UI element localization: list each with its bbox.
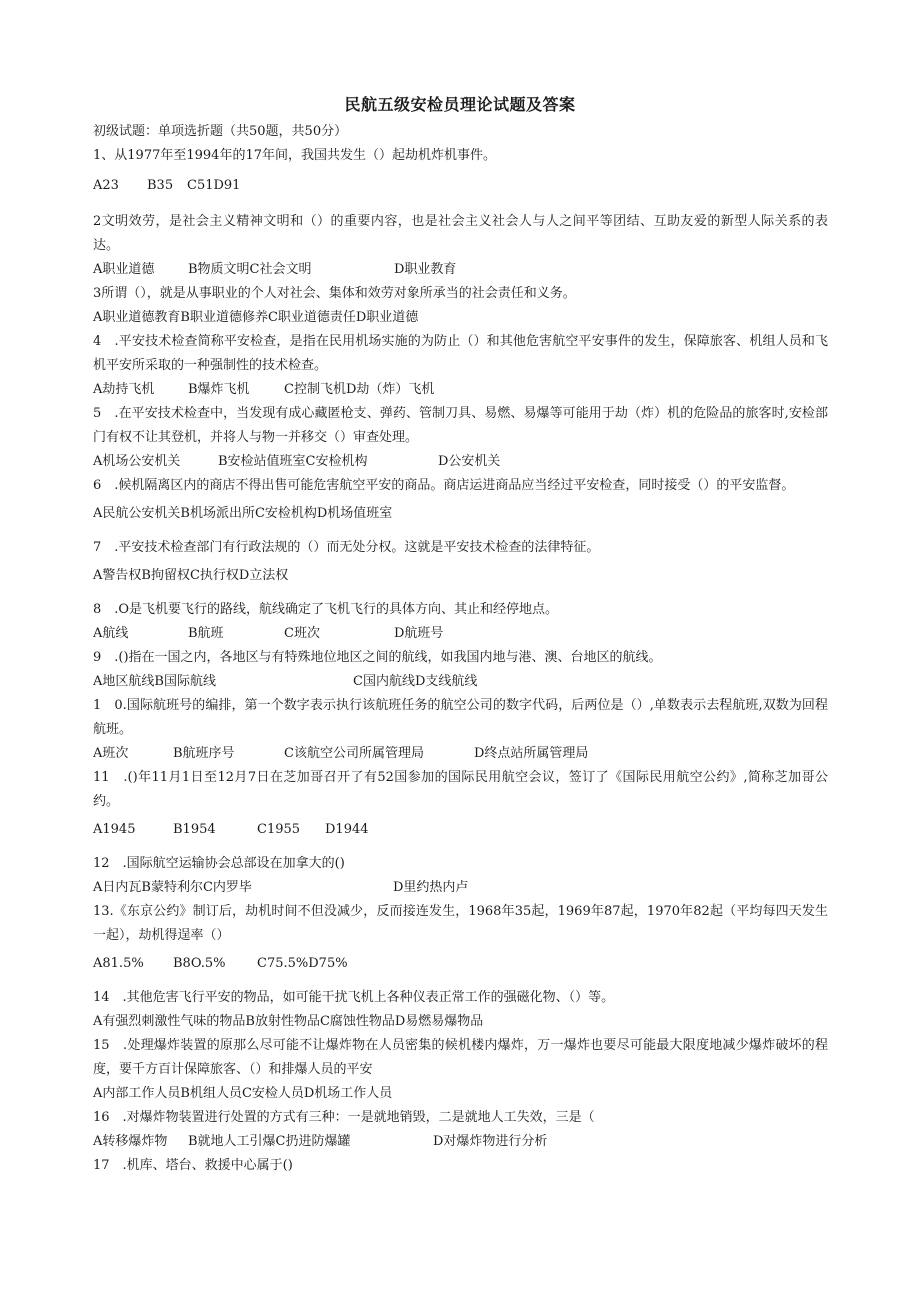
question-text: 13.《东京公约》制订后，劫机时间不但没减少，反而接连发生，1968年35起，1969年87起，1970年82起（平均每四天发生一起），劫机得逞率（） [93,904,828,943]
question-options [93,670,828,694]
question-text: 15 .处理爆炸装置的原那么尽可能不让爆炸物在人员密集的候机楼内爆炸，万一爆炸也要尽可能最大限度地减少爆炸破坏的程度，要千方百计保障旅客、（）和排爆人员的平安 [93,1038,828,1077]
option: A航线 [93,626,129,641]
option: A23 [93,178,119,193]
option: B爆炸飞机 [188,382,250,397]
question-text: 17 .机库、塔台、救援中心属于() [93,1158,293,1173]
option: A地区航线B国际航线 [93,674,216,689]
question-text: 1、从1977年至1994年的17年间，我国共发生（）起劫机炸机事件。 [93,148,496,163]
question-text: 7 .平安技术检查部门有行政法规的（）而无处分权。这就是平安技术检查的法律特征。 [93,540,600,555]
option: A民航公安机关B机场派出所C安检机构D机场值班室 [93,506,393,521]
question-text: 1 0.国际航班号的编排，第一个数字表示执行该航班任务的航空公司的数字代码，后两位是（）,单数表示去程航班,双数为回程航班。 [93,698,828,737]
section-heading: 初级试题：单项选折题（共50题，共50分） [93,124,348,139]
option: B1954 [173,822,216,837]
question-options [93,876,828,900]
option: D公安机关 [438,454,501,469]
option: C75.5%D75% [257,956,348,971]
question-options [93,258,828,282]
option: A职业道德 [93,262,155,277]
option: A有强烈刺激性气味的物品B放射性物品C腐蚀性物品D易燃易爆物品 [93,1014,484,1029]
question-options [93,564,828,588]
question-options [93,742,828,766]
question-text: 11 .()年11月1日至12月7日在芝加哥召开了有52国参加的国际民用航空会议，签订了《国际民用航空公约》,简称芝加哥公约。 [93,770,828,809]
document-body [93,120,828,1178]
question-text: 5 .在平安技术检查中，当发现有成心藏匿枪支、弹药、管制刀具、易燃、易爆等可能用于劫（炸）机的危险品的旅客时,安检部门有权不让其登机，并将人与物一并移交（）审查处理。 [93,406,828,445]
option: D里约热内卢 [393,880,469,895]
option: A职业道德教育B职业道德修养C职业道德责任D职业道德 [93,310,419,325]
question-options [93,1130,828,1154]
question-options [93,952,828,976]
option: A机场公安机关 [93,454,181,469]
option: B物质文明C社会文明 [188,262,312,277]
question-options [93,174,828,198]
question-text: 14 .其他危害飞行平安的物品，如可能干扰飞机上各种仪表正常工作的强磁化物、（）等。 [93,990,615,1005]
option: A转移爆炸物 [93,1134,168,1149]
option: D1944 [325,822,369,837]
option: B航班 [188,626,224,641]
option: C国内航线D支线航线 [353,674,478,689]
option: A班次 [93,746,129,761]
option: D终点站所属管理局 [474,746,589,761]
option: C控制飞机D劫（炸）飞机 [284,382,435,397]
question-text: 16 .对爆炸物装置进行处置的方式有三种：一是就地销毁，二是就地人工失效，三是（ [93,1110,595,1125]
option: D对爆炸物进行分析 [433,1134,548,1149]
option: A1945 [93,822,136,837]
question-options [93,1082,828,1106]
option: B8O.5% [173,956,226,971]
question-options [93,306,828,330]
option: A警告权B拘留权C执行权D立法权 [93,568,289,583]
question-options [93,622,828,646]
option: A日内瓦B蒙特利尔C内罗毕 [93,880,252,895]
option: C51D91 [187,178,241,193]
question-text: 3所谓（），就是从事职业的个人对社会、集体和效劳对象所承当的社会责任和义务。 [93,286,576,301]
question-options [93,450,828,474]
question-text: 4 .平安技术检查简称平安检查，是指在民用机场实施的为防止（）和其他危害航空平安事件的发生，保障旅客、机组人员和飞机平安所采取的一种强制性的技术检查。 [93,334,828,373]
option: B35 [147,178,174,193]
document-title: 民航五级安检员理论试题及答案 [344,95,576,114]
question-text: 12 .国际航空运输协会总部设在加拿大的() [93,856,345,871]
question-text: 2文明效劳，是社会主义精神文明和（）的重要内容，也是社会主义社会人与人之间平等团结、互助友爱的新型人际关系的表达。 [93,214,828,253]
option: C班次 [284,626,320,641]
question-options [93,818,828,842]
question-text: 9 .()指在一国之内，各地区与有特殊地位地区之间的航线，如我国内地与港、澳、台地区的航线。 [93,650,662,665]
option: B就地人工引爆C扔进防爆罐 [188,1134,351,1149]
option: D航班号 [394,626,444,641]
question-text: 8 .O是飞机要飞行的路线，航线确定了飞机飞行的具体方向、其止和经停地点。 [93,602,559,617]
option: D职业教育 [394,262,457,277]
option: C1955 [257,822,301,837]
question-options [93,378,828,402]
option: A内部工作人员B机组人员C安检人员D机场工作人员 [93,1086,393,1101]
option: C该航空公司所属管理局 [284,746,424,761]
option: B航班序号 [173,746,235,761]
question-options [93,502,828,526]
question-options [93,1010,828,1034]
option: B安检站值班室C安检机构 [218,454,368,469]
option: A劫持飞机 [93,382,155,397]
question-text: 6 .候机隔离区内的商店不得出售可能危害航空平安的商品。商店运进商品应当经过平安检查，同时接受（）的平安监督。 [93,478,795,493]
option: A81.5% [93,956,144,971]
